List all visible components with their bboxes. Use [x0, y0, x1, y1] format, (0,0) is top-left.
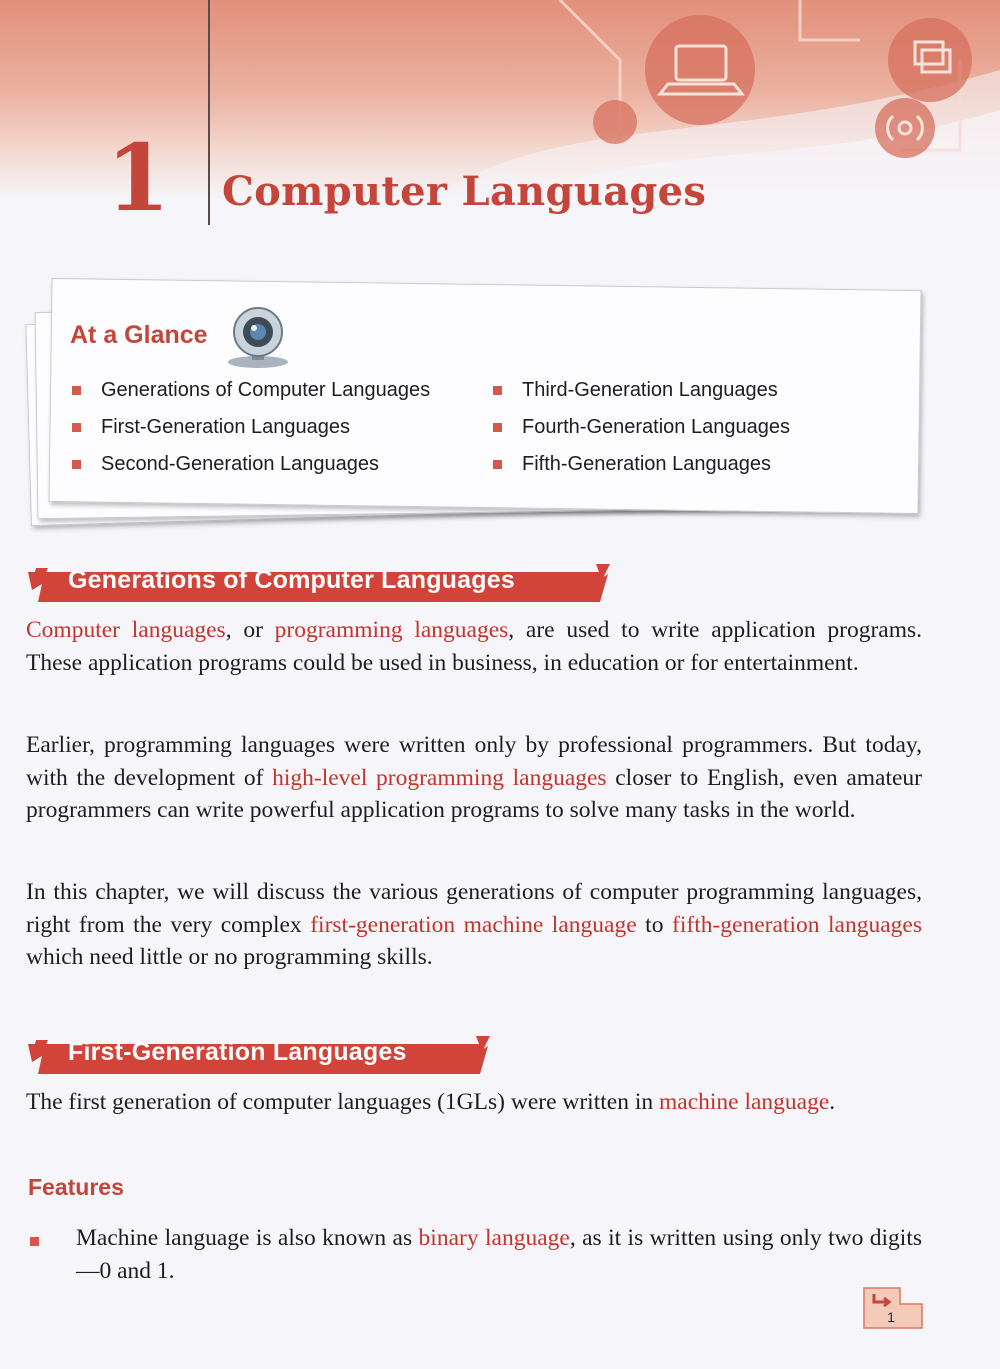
highlight-term: Computer languages: [26, 617, 226, 643]
highlight-term: fifth-generation languages: [672, 911, 922, 938]
highlight-term: machine language: [658, 1089, 830, 1115]
paragraph-first-generation: [26, 1086, 922, 1119]
features-heading: Features: [28, 1174, 124, 1200]
feature-bullet-item: [76, 1222, 922, 1287]
section-heading-text: First-Generation Languages: [68, 1038, 407, 1066]
glance-item: First-Generation Languages: [72, 409, 493, 446]
glance-item: Fourth-Generation Languages: [493, 409, 892, 446]
highlight-term: programming languages: [274, 617, 509, 643]
paragraph-chapter-overview: [26, 876, 922, 974]
glance-item: Third-Generation Languages: [493, 372, 892, 409]
webcam-icon: [222, 306, 296, 372]
chapter-title: Computer Languages: [222, 168, 707, 215]
highlight-term: high-level programming languages: [272, 764, 607, 791]
paragraph-text: closer to English, even amateur programmers can write powerful application programs to solve many tasks in the world.: [26, 764, 922, 823]
section-heading-first-generation: [22, 1034, 492, 1076]
paragraph-history: [26, 729, 922, 827]
section-heading-generations: [22, 562, 612, 604]
paragraph-text: Earlier, programming languages were written only by professional programmers. But today, with the development of: [26, 732, 922, 791]
highlight-term: binary language: [418, 1225, 570, 1251]
at-a-glance-title: At a Glance: [70, 321, 208, 349]
highlight-term: first-generation machine language: [310, 911, 637, 938]
paragraph-text: In this chapter, we will discuss the various generations of computer programming languages, right from the very complex: [26, 879, 922, 938]
page-number: 1: [887, 1309, 895, 1325]
chapter-divider: [208, 0, 210, 225]
paragraph-text: , as it is written using only two digits—0 and 1.: [76, 1225, 922, 1284]
paragraph-text: Machine language is also known as: [76, 1225, 419, 1251]
glance-item: Generations of Computer Languages: [72, 372, 493, 409]
glance-item: Second-Generation Languages: [72, 446, 493, 483]
section-heading-text: Generations of Computer Languages: [68, 566, 515, 594]
bullet-marker: [30, 1237, 39, 1246]
chapter-number: 1: [105, 124, 170, 232]
paragraph-text: which need little or no programming skills.: [26, 944, 433, 970]
paragraph-text: to: [636, 911, 673, 938]
paragraph-text: , or: [225, 617, 275, 643]
paragraph-text: .: [829, 1089, 836, 1115]
glance-item: Fifth-Generation Languages: [493, 446, 892, 483]
at-a-glance-list: [72, 372, 892, 483]
paragraph-text: , are used to write application programs. These application programs could be used in business, in education or for entertainment.: [26, 617, 922, 676]
paragraph-intro: [26, 614, 922, 679]
paragraph-text: The first generation of computer languages (1GLs) were written in: [26, 1089, 659, 1115]
